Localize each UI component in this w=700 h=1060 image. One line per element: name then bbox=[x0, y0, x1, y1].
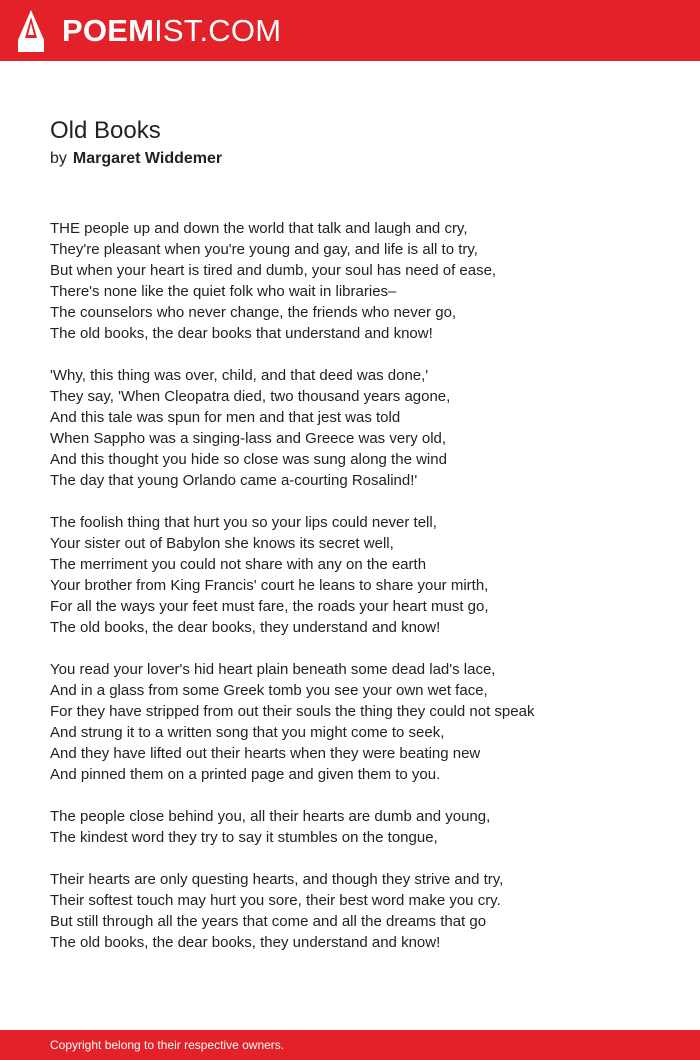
site-footer bbox=[0, 1030, 700, 1060]
poem-line: They're pleasant when you're young and gay, and life is all to try, bbox=[50, 241, 478, 258]
poem-line: And this thought you hide so close was sung along the wind bbox=[50, 451, 447, 468]
poem-stanza bbox=[50, 365, 670, 491]
poem-line: But when your heart is tired and dumb, your soul has need of ease, bbox=[50, 262, 497, 279]
poem-stanza bbox=[50, 218, 670, 344]
poem-line: There's none like the quiet folk who wait in libraries– bbox=[50, 283, 397, 300]
poem-line: The foolish thing that hurt you so your lips could never tell, bbox=[50, 514, 437, 531]
poem-line: And they have lifted out their hearts when they were beating new bbox=[50, 745, 481, 762]
poem-line: Their hearts are only questing hearts, and though they strive and try, bbox=[50, 871, 504, 888]
brand-light: IST.COM bbox=[154, 13, 282, 48]
poem-line: The counselors who never change, the friends who never go, bbox=[50, 304, 457, 321]
poem-line: THE people up and down the world that talk and laugh and cry, bbox=[50, 220, 468, 237]
poem-line: The old books, the dear books, they understand and know! bbox=[50, 619, 441, 636]
poem-line: The kindest word they try to say it stumbles on the tongue, bbox=[50, 829, 438, 846]
poem-line: And pinned them on a printed page and given them to you. bbox=[50, 766, 441, 783]
copyright-notice: Copyright belong to their respective owners. bbox=[50, 1038, 285, 1052]
poem-line: And this tale was spun for men and that jest was told bbox=[50, 409, 401, 426]
poem-line: Your sister out of Babylon she knows its secret well, bbox=[50, 535, 394, 552]
poem-stanza bbox=[50, 659, 670, 785]
site-logo[interactable] bbox=[18, 10, 281, 52]
poem-line: Your brother from King Francis' court he leans to share your mirth, bbox=[50, 577, 489, 594]
poem-line: When Sappho was a singing-lass and Greece was very old, bbox=[50, 430, 447, 447]
author-name: Margaret Widdemer bbox=[72, 150, 223, 167]
poem-line: The merriment you could not share with any on the earth bbox=[50, 556, 427, 573]
poem-line: For all the ways your feet must fare, the roads your heart must go, bbox=[50, 598, 489, 615]
brand-name bbox=[62, 15, 281, 46]
site-header bbox=[0, 0, 700, 61]
brand-bold: POEM bbox=[62, 13, 155, 48]
poem-stanza bbox=[50, 806, 670, 848]
poem-line: You read your lover's hid heart plain beneath some dead lad's lace, bbox=[50, 661, 496, 678]
poem-line: And strung it to a written song that you might come to seek, bbox=[50, 724, 445, 741]
poem-line: They say, 'When Cleopatra died, two thousand years agone, bbox=[50, 388, 451, 405]
pencil-icon bbox=[18, 10, 44, 52]
poem-stanza bbox=[50, 512, 670, 638]
poem-line: Their softest touch may hurt you sore, their best word make you cry. bbox=[50, 892, 501, 909]
poem-line: But still through all the years that come and all the dreams that go bbox=[50, 913, 487, 930]
poem-line: The people close behind you, all their hearts are dumb and young, bbox=[50, 808, 491, 825]
poem-line: 'Why, this thing was over, child, and that deed was done,' bbox=[50, 367, 429, 384]
poem-body bbox=[50, 218, 670, 953]
poem-line: The day that young Orlando came a-courting Rosalind!' bbox=[50, 472, 418, 489]
poem-line: For they have stripped from out their souls the thing they could not speak bbox=[50, 703, 535, 720]
poem-content bbox=[50, 116, 670, 974]
by-label: by bbox=[50, 150, 67, 167]
poem-line: The old books, the dear books that understand and know! bbox=[50, 325, 433, 342]
poem-stanza bbox=[50, 869, 670, 953]
byline bbox=[50, 148, 670, 170]
poem-line: And in a glass from some Greek tomb you see your own wet face, bbox=[50, 682, 488, 699]
poem-line: The old books, the dear books, they understand and know! bbox=[50, 934, 441, 951]
poem-title: Old Books bbox=[50, 117, 161, 144]
